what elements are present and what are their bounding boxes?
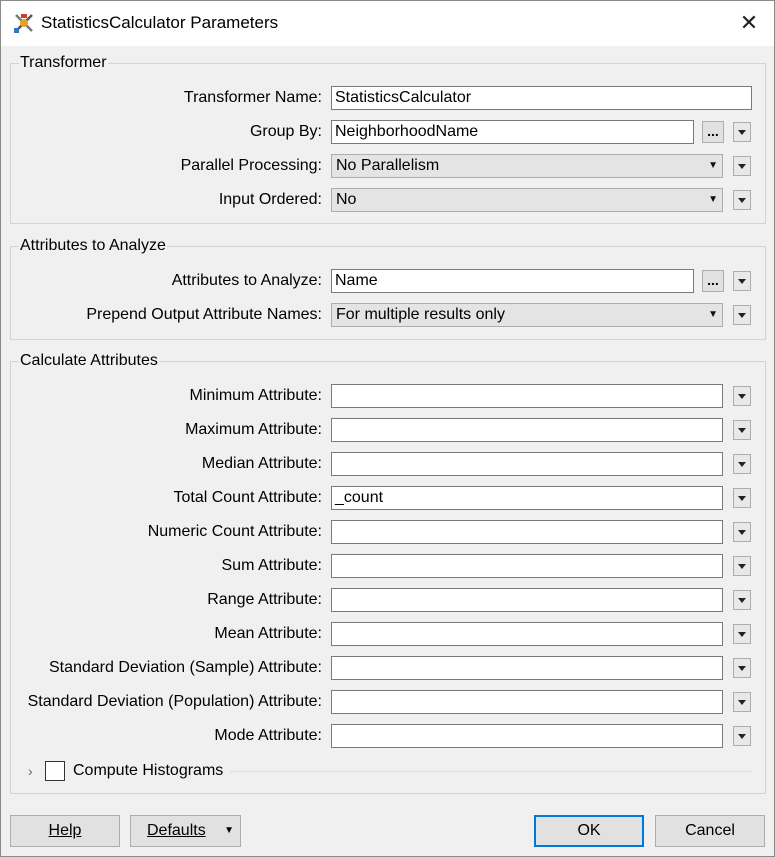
attributes-browse-button[interactable]: ... bbox=[702, 270, 724, 292]
range-attribute-label: Range Attribute: bbox=[207, 591, 322, 608]
attributes-to-analyze-input[interactable]: Name bbox=[331, 269, 694, 293]
window-title: StatisticsCalculator Parameters bbox=[41, 13, 279, 32]
parallel-processing-menu-icon[interactable] bbox=[733, 156, 751, 176]
mode-attribute-input[interactable] bbox=[331, 724, 723, 748]
defaults-button-label: Defaults bbox=[147, 822, 206, 839]
numeric-count-attribute-input[interactable] bbox=[331, 520, 723, 544]
total-count-attribute-label: Total Count Attribute: bbox=[173, 489, 322, 506]
total-count-attribute-input[interactable]: _count bbox=[331, 486, 723, 510]
mean-attribute-input[interactable] bbox=[331, 622, 723, 646]
transformer-name-label: Transformer Name: bbox=[183, 89, 322, 106]
attributes-to-analyze-label: Attributes to Analyze: bbox=[171, 272, 322, 289]
input-ordered-menu-icon[interactable] bbox=[733, 190, 751, 210]
chevron-down-icon: ▼ bbox=[708, 160, 718, 171]
expand-chevron-icon[interactable]: › bbox=[28, 763, 33, 779]
numeric-count-attribute-menu-icon[interactable] bbox=[733, 522, 751, 542]
parallel-processing-label: Parallel Processing: bbox=[180, 157, 322, 174]
minimum-attribute-menu-icon[interactable] bbox=[733, 386, 751, 406]
divider bbox=[230, 771, 751, 772]
input-ordered-value: No bbox=[336, 191, 357, 208]
chevron-down-icon: ▼ bbox=[708, 309, 718, 320]
stddev-sample-attribute-input[interactable] bbox=[331, 656, 723, 680]
range-attribute-input[interactable] bbox=[331, 588, 723, 612]
parallel-processing-select[interactable] bbox=[331, 154, 723, 178]
app-icon bbox=[12, 11, 36, 35]
maximum-attribute-input[interactable] bbox=[331, 418, 723, 442]
group-by-menu-icon[interactable] bbox=[733, 122, 751, 142]
input-ordered-select[interactable] bbox=[331, 188, 723, 212]
help-button[interactable] bbox=[10, 815, 120, 847]
transformer-legend: Transformer bbox=[20, 54, 107, 71]
attributes-menu-icon[interactable] bbox=[733, 271, 751, 291]
transformer-name-input[interactable]: StatisticsCalculator bbox=[331, 86, 752, 110]
prepend-names-label: Prepend Output Attribute Names: bbox=[86, 306, 322, 323]
range-attribute-menu-icon[interactable] bbox=[733, 590, 751, 610]
sum-attribute-label: Sum Attribute: bbox=[221, 557, 322, 574]
maximum-attribute-label: Maximum Attribute: bbox=[185, 421, 322, 438]
group-by-input[interactable]: NeighborhoodName bbox=[331, 120, 694, 144]
median-attribute-menu-icon[interactable] bbox=[733, 454, 751, 474]
stddev-sample-attribute-label: Standard Deviation (Sample) Attribute: bbox=[48, 659, 322, 676]
title-bar bbox=[0, 0, 775, 46]
parallel-processing-value: No Parallelism bbox=[336, 157, 440, 174]
defaults-button[interactable] bbox=[130, 815, 241, 847]
cancel-button[interactable]: Cancel bbox=[655, 815, 765, 847]
total-count-attribute-menu-icon[interactable] bbox=[733, 488, 751, 508]
calculate-legend: Calculate Attributes bbox=[20, 352, 158, 369]
mean-attribute-label: Mean Attribute: bbox=[214, 625, 322, 642]
minimum-attribute-input[interactable] bbox=[331, 384, 723, 408]
prepend-names-menu-icon[interactable] bbox=[733, 305, 751, 325]
compute-histograms-label: Compute Histograms bbox=[73, 762, 224, 779]
prepend-names-value: For multiple results only bbox=[336, 306, 505, 323]
chevron-down-icon: ▼ bbox=[224, 825, 234, 836]
group-by-browse-button[interactable]: ... bbox=[702, 121, 724, 143]
stddev-population-attribute-menu-icon[interactable] bbox=[733, 692, 751, 712]
stddev-population-attribute-input[interactable] bbox=[331, 690, 723, 714]
sum-attribute-input[interactable] bbox=[331, 554, 723, 578]
maximum-attribute-menu-icon[interactable] bbox=[733, 420, 751, 440]
stddev-population-attribute-label: Standard Deviation (Population) Attribute: bbox=[27, 693, 322, 710]
compute-histograms-checkbox[interactable] bbox=[45, 761, 65, 781]
input-ordered-label: Input Ordered: bbox=[218, 191, 322, 208]
ok-button[interactable]: OK bbox=[534, 815, 644, 847]
numeric-count-attribute-label: Numeric Count Attribute: bbox=[147, 523, 322, 540]
mean-attribute-menu-icon[interactable] bbox=[733, 624, 751, 644]
stddev-sample-attribute-menu-icon[interactable] bbox=[733, 658, 751, 678]
analyze-legend: Attributes to Analyze bbox=[20, 237, 166, 254]
group-by-label: Group By: bbox=[249, 123, 322, 140]
help-button-label: Help bbox=[48, 822, 82, 839]
sum-attribute-menu-icon[interactable] bbox=[733, 556, 751, 576]
mode-attribute-menu-icon[interactable] bbox=[733, 726, 751, 746]
median-attribute-input[interactable] bbox=[331, 452, 723, 476]
mode-attribute-label: Mode Attribute: bbox=[214, 727, 322, 744]
median-attribute-label: Median Attribute: bbox=[201, 455, 322, 472]
close-icon[interactable]: ✕ bbox=[739, 10, 759, 35]
chevron-down-icon: ▼ bbox=[708, 194, 718, 205]
minimum-attribute-label: Minimum Attribute: bbox=[189, 387, 322, 404]
prepend-names-select[interactable] bbox=[331, 303, 723, 327]
